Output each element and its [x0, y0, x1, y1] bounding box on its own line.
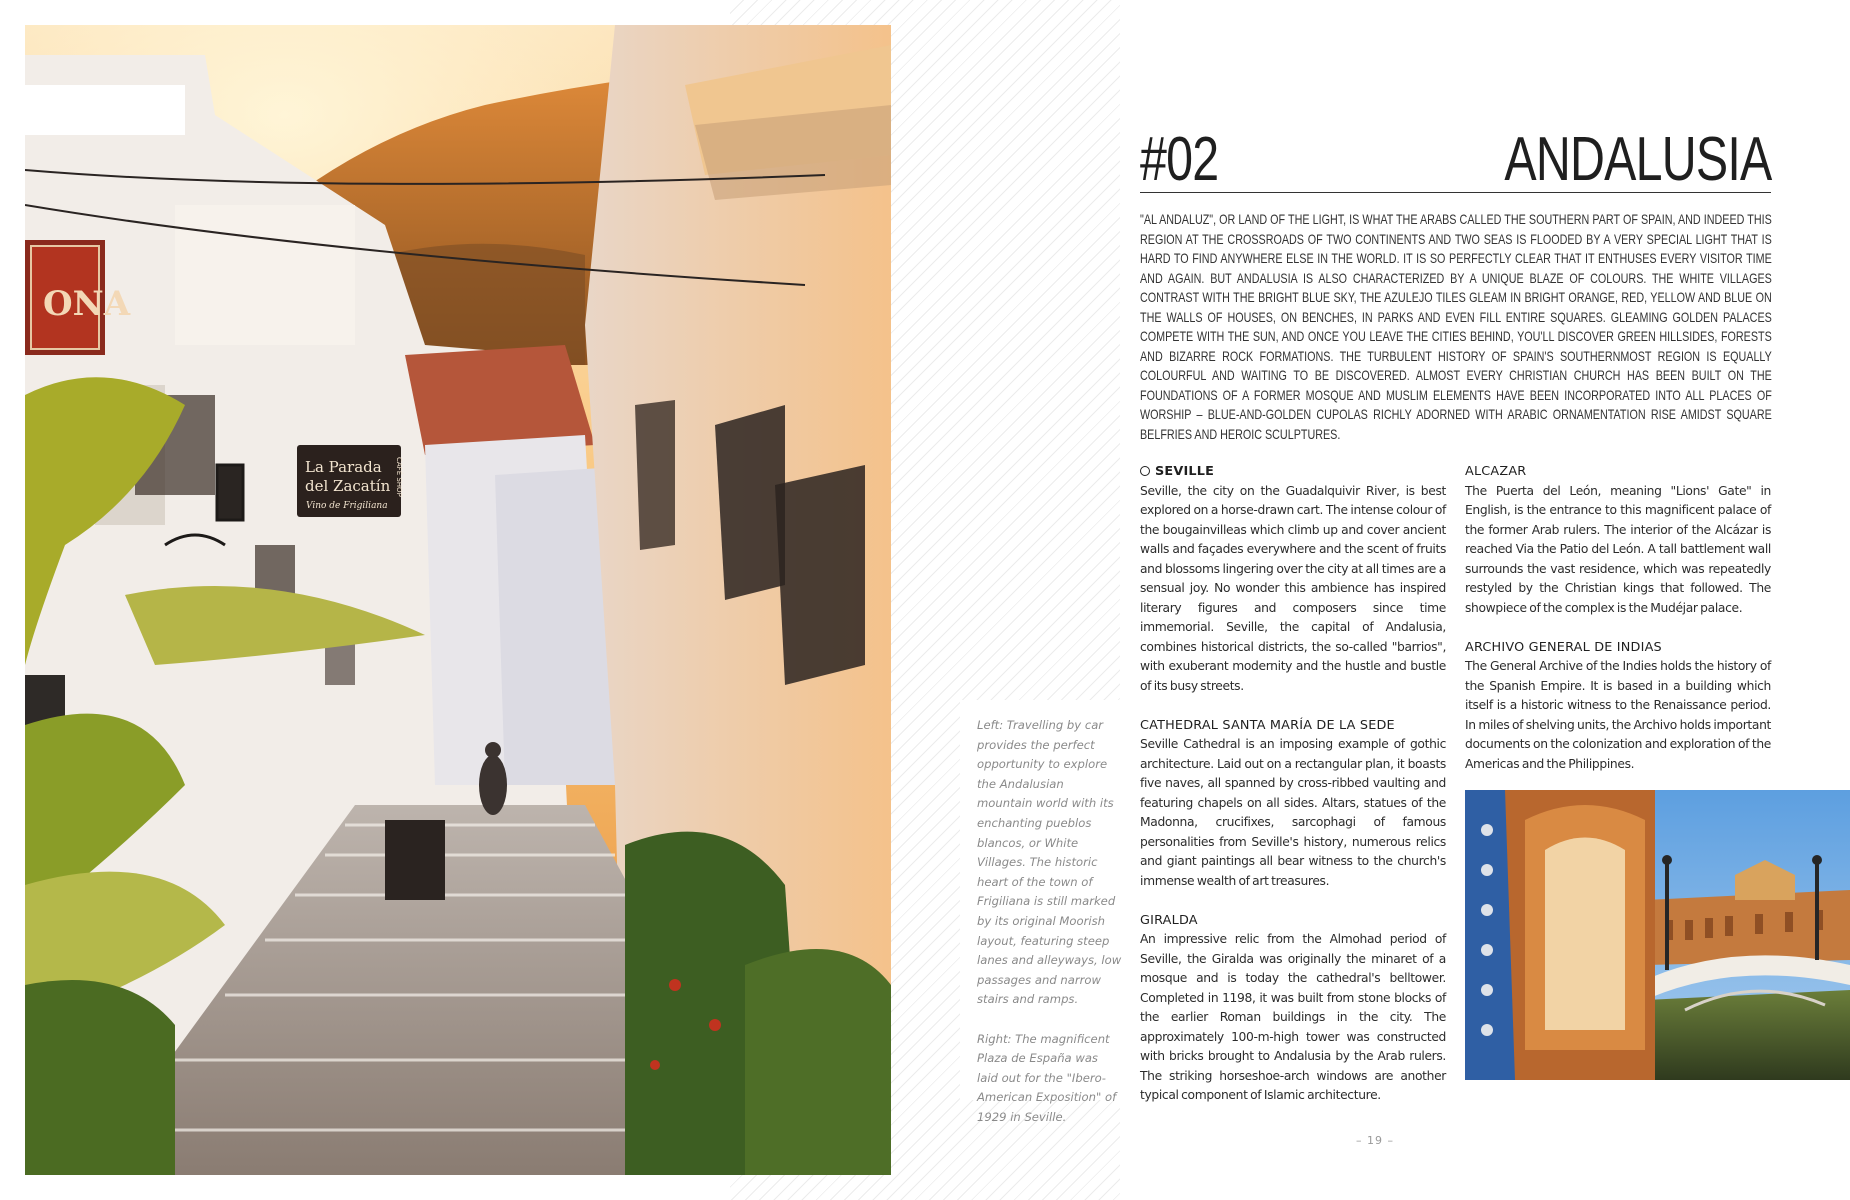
- section-heading-giralda: GIRALDA: [1140, 912, 1198, 928]
- page-number: – 19 –: [1356, 1134, 1394, 1147]
- section-title-text: SEVILLE: [1155, 464, 1215, 479]
- section-body: Seville, the city on the Guadalquivir River, is best explored on a horse-drawn cart. The intense colour of the bougainvilleas which climb up and cover ancient walls and façades everywhere and the scent of fruits and blossoms lingering over the city at all times are a sensual joy. No wonder this ambience has inspired literary figures and composers since time immemorial. Seville, the capital of Andalusia, combines historical districts, the so-called "barrios", with exuberant modernity and the hustle and bustle of its busy streets.: [1140, 483, 1446, 693]
- sign-side-text: CAFÉ SHOP: [395, 457, 403, 497]
- sign-fragment-text: ONA: [43, 284, 131, 324]
- section-heading-cathedral: CATHEDRAL SANTA MARÍA DE LA SEDE: [1140, 717, 1395, 733]
- section-giralda: [1140, 911, 1446, 1106]
- section-alcazar: [1465, 462, 1771, 618]
- sign-line-1: La Parada: [305, 458, 382, 476]
- text-column-left: [1140, 462, 1446, 1125]
- photo-plaza-de-espana: [1465, 790, 1850, 1080]
- text-column-right: [1465, 462, 1771, 794]
- section-seville: [1140, 462, 1446, 696]
- caption-right-photo: Right: The magnificent Plaza de España was laid out for the "Ibero-American Exposition" of 1929 in Seville.: [977, 1031, 1117, 1124]
- chapter-title: ANDALUSIA: [1503, 125, 1771, 194]
- section-cathedral: [1140, 716, 1446, 892]
- section-body: The Puerta del León, meaning "Lions' Gate" in English, is the entrance to this magnificent palace of the former Arab rulers. The interior of the Alcázar is reached Via the Patio del León. A tall battlement wall surrounds the vast residence, which was repeatedly restyled by the Christian kings that followed. The showpiece of the complex is the Mudéjar palace.: [1465, 483, 1771, 615]
- section-heading-seville: [1140, 462, 1446, 482]
- section-body: The General Archive of the Indies holds the history of the Spanish Empire. It is based in a building which itself is a historic witness to the Renaissance period. In miles of shelving units, the Archivo holds important documents on the colonization and exploration of the Americas and the Philippines.: [1465, 659, 1771, 771]
- section-body: Seville Cathedral is an imposing example of gothic architecture. Laid out on a rectangular plan, it boasts five naves, all spanned by cross-ribbed vaulting and featuring chapels on all sides. Altars, statues of the Madonna, crucifixes, sarcophagi of famous personalities from Seville's history, numerous relics and giant paintings all bear witness to the church's immense wealth of art treasures.: [1140, 737, 1446, 888]
- circle-bullet-icon: [1140, 466, 1150, 476]
- section-heading-archivo: ARCHIVO GENERAL DE INDIAS: [1465, 639, 1662, 655]
- sign-line-3: Vino de Frigiliana: [306, 501, 388, 511]
- intro-paragraph: "AL ANDALUZ", OR LAND OF THE LIGHT, IS WHAT THE ARABS CALLED THE SOUTHERN PART OF SPAIN, AND INDEED THIS REGION AT THE CROSSROADS OF TWO CONTINENTS AND TWO SEAS IS FLOODED BY A VERY SPECIAL LIGHT THAT IS HARD TO FIND ANYWHERE ELSE IN THE WORLD. IT IS SO PERFECTLY CLEAR THAT IT ENTHUSES EVERY VISITOR TIME AND AGAIN. BUT ANDALUSIA IS ALSO CHARACTERIZED BY A UNIQUE BLAZE OF COLOURS. THE WHITE VILLAGES CONTRAST WITH THE BRIGHT BLUE SKY, THE AZULEJO TILES GLEAM IN BRIGHT ORANGE, RED, YELLOW AND BLUE ON THE WALLS OF HOUSES, ON BENCHES, IN PARKS AND EVEN FILL ENTIRE SQUARES. GLEAMING GOLDEN PALACES COMPETE WITH THE SUN, AND ONCE YOU LEAVE THE CITIES BEHIND, YOU'LL DISCOVER GREEN HILLSIDES, FORESTS AND BIZARRE ROCK FORMATIONS. THE TURBULENT HISTORY OF SPAIN'S SOUTHERNMOST REGION IS EQUALLY COLOURFUL AND WAITING TO BE DISCOVERED. ALMOST EVERY CHRISTIAN CHURCH HAS BEEN BUILT ON THE FOUNDATIONS OF A FORMER MOSQUE AND MUSLIM ELEMENTS HAVE BEEN INCORPORATED INTO ALL PLACES OF WORSHIP – BLUE-AND-GOLDEN CUPOLAS RICHLY ADORNED WITH ARABIC ORNAMENTATION RISE AMIDST SQUARE BELFRIES AND HEROIC SCULPTURES.: [1140, 212, 1772, 442]
- caption-panel: [960, 700, 1122, 1124]
- sign-line-2: del Zacatín: [305, 477, 391, 495]
- chapter-number: #02: [1140, 125, 1219, 194]
- section-body: An impressive relic from the Almohad period of Seville, the Giralda was originally the minaret of a mosque and is today the cathedral's belltower. Completed in 1198, it was built from stone blocks of the earlier Roman buildings in the city. The approximately 100-m-high tower was constructed with bricks brought to Andalusia by the Arab rulers. The striking horseshoe-arch windows are another typical component of Islamic architecture.: [1140, 932, 1446, 1102]
- chapter-heading: [1140, 127, 1771, 193]
- section-heading-alcazar: ALCAZAR: [1465, 464, 1527, 479]
- photo-frigiliana-street: [25, 25, 891, 1175]
- section-archivo: [1465, 638, 1771, 775]
- caption-left-photo: Left: Travelling by car provides the perfect opportunity to explore the Andalusian mountain world with its enchanting pueblos blancos, or White Villages. The historic heart of the town of Frigiliana is still marked by its original Moorish layout, featuring steep lanes and alleyways, low passages and narrow stairs and ramps.: [977, 718, 1122, 1007]
